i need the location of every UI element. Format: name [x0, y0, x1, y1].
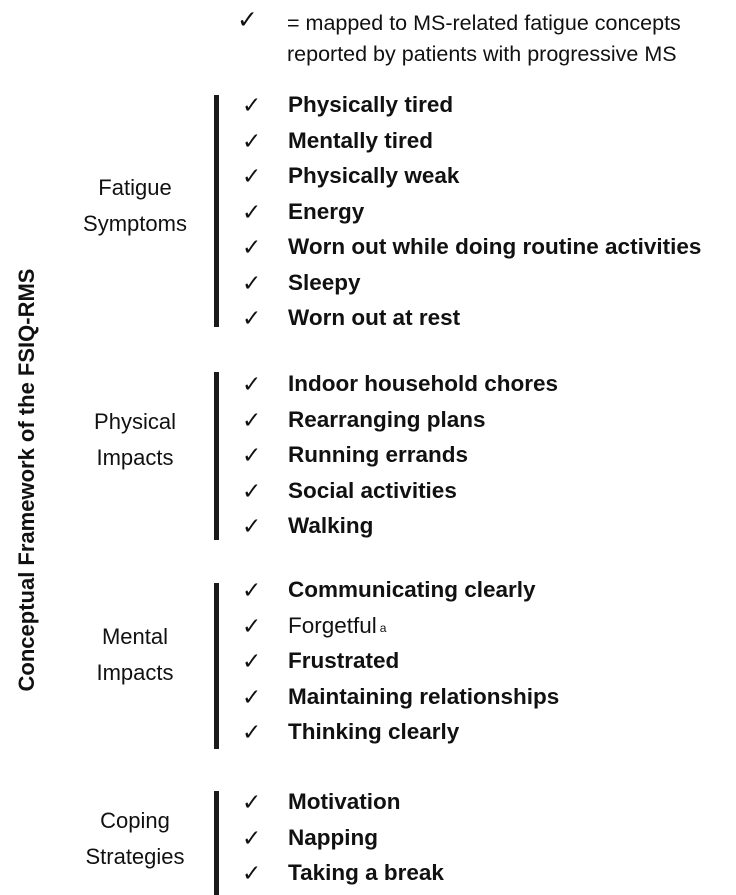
- check-icon: ✓: [242, 442, 262, 468]
- item-label: Social activities: [288, 477, 457, 503]
- check-icon: ✓: [242, 371, 262, 397]
- item-label: Indoor household chores: [288, 371, 559, 396]
- item-label: Communicating clearly: [288, 577, 536, 602]
- check-icon: ✓: [242, 577, 262, 603]
- check-icon: ✓: [242, 683, 262, 710]
- check-icon: ✓: [242, 612, 262, 639]
- group-label: [60, 619, 210, 691]
- check-icon: ✓: [242, 719, 262, 745]
- group-coping-strategies: [0, 785, 736, 895]
- check-icon: ✓: [242, 305, 262, 331]
- legend-text-line1: = mapped to MS-related fatigue concepts: [287, 11, 681, 35]
- item-label: Maintaining relationships: [288, 683, 560, 709]
- item-label: Frustrated: [288, 648, 400, 673]
- check-icon: ✓: [242, 789, 262, 815]
- group-label: [60, 803, 210, 875]
- group-label: [60, 404, 210, 476]
- check-icon: ✓: [242, 513, 262, 539]
- item-label: Rearranging plans: [288, 406, 486, 432]
- group-label-line1: Physical: [94, 409, 176, 434]
- group-physical-impacts: [0, 367, 736, 547]
- item-label-text: Forgetful: [288, 612, 377, 638]
- item-label: Worn out while doing routine activities: [288, 234, 702, 259]
- check-icon: ✓: [242, 406, 262, 433]
- group-mental-impacts: [0, 573, 736, 753]
- item-label: Running errands: [288, 442, 469, 467]
- check-icon: ✓: [242, 269, 262, 296]
- group-label-line2: Strategies: [85, 844, 185, 869]
- group-bracket: [214, 583, 219, 749]
- item-label: Worn out at rest: [288, 305, 461, 330]
- legend: [237, 4, 732, 74]
- item-label: Energy: [288, 198, 365, 224]
- item-label: Walking: [288, 513, 374, 538]
- group-label-line2: Impacts: [96, 445, 174, 470]
- legend-text: [287, 8, 681, 70]
- group-label-line1: Coping: [100, 808, 170, 833]
- framework-title: Conceptual Framework of the FSIQ-RMS: [14, 268, 39, 692]
- group-label-line2: Impacts: [96, 660, 174, 685]
- check-icon: ✓: [242, 860, 262, 886]
- check-icon: ✓: [242, 824, 262, 851]
- group-bracket: [214, 95, 219, 327]
- legend-check-icon: ✓: [237, 6, 258, 34]
- group-bracket: [214, 791, 219, 895]
- legend-text-line2: reported by patients with progressive MS: [287, 42, 677, 66]
- check-icon: ✓: [242, 477, 262, 504]
- item-label: Taking a break: [288, 860, 444, 885]
- item-label: Motivation: [288, 789, 401, 814]
- item-label: Physically tired: [288, 92, 454, 117]
- item-label: Physically weak: [288, 163, 460, 188]
- group-label-line2: Symptoms: [83, 211, 187, 236]
- check-icon: ✓: [242, 648, 262, 674]
- check-icon: ✓: [242, 234, 262, 260]
- footnote-marker: a: [379, 620, 387, 635]
- check-icon: ✓: [242, 92, 262, 118]
- item-label: Sleepy: [288, 269, 361, 295]
- group-label-line1: Fatigue: [98, 175, 172, 200]
- check-icon: ✓: [242, 127, 262, 154]
- group-label: [60, 170, 210, 242]
- item-label: [288, 610, 386, 642]
- check-icon: ✓: [242, 163, 262, 189]
- group-bracket: [214, 372, 219, 540]
- group-label-line1: Mental: [101, 624, 169, 649]
- item-label: Mentally tired: [288, 127, 434, 153]
- check-icon: ✓: [242, 198, 262, 225]
- item-label: Thinking clearly: [288, 719, 460, 744]
- item-label: Napping: [288, 824, 378, 850]
- group-fatigue-symptoms: [0, 88, 736, 338]
